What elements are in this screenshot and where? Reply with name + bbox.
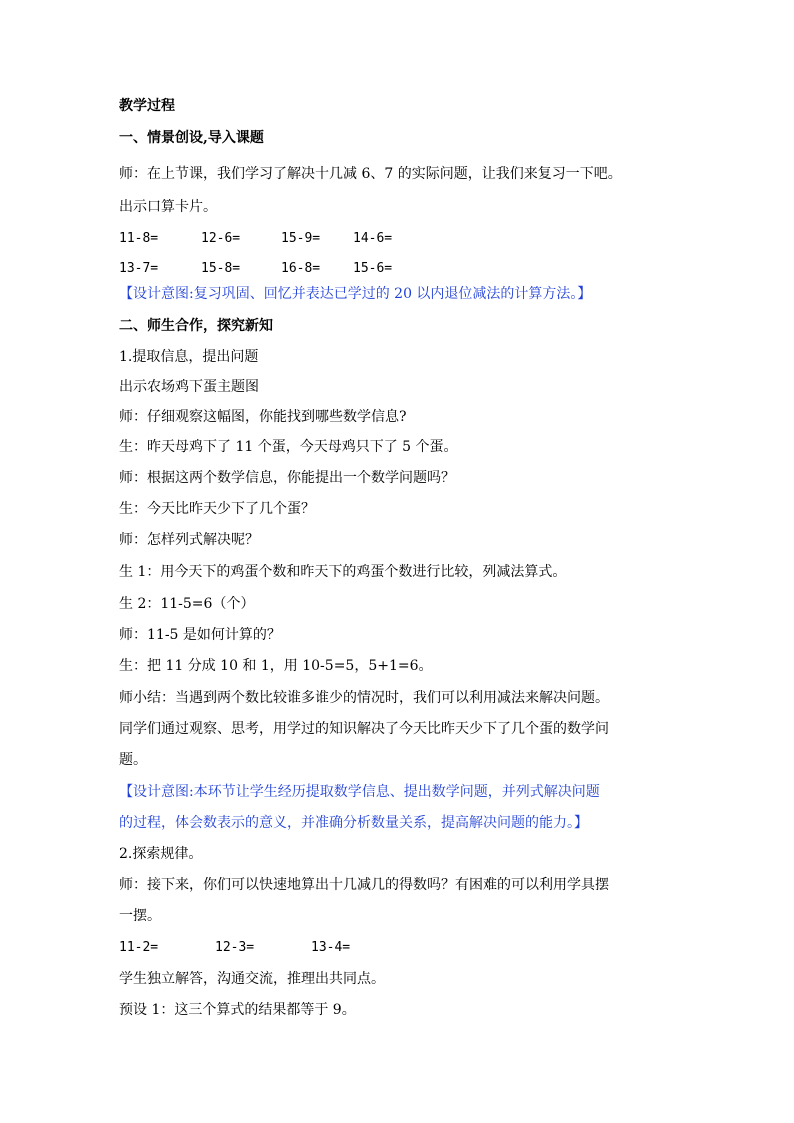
arith-card: 15-9= [281,231,321,246]
arith-card: 12-3= [215,940,255,955]
design-intent: 【设计意图:复习巩固、回忆并表达已学过的 20 以内退位减法的计算方法。】 [119,286,592,302]
paragraph: 出示农场鸡下蛋主题图 [119,379,259,395]
arith-card: 13-7= [119,261,159,276]
paragraph: 师：怎样列式解决呢？ [119,532,259,548]
arith-cards-row-1 [119,229,392,249]
arith-card: 11-8= [119,231,159,246]
paragraph: 生：昨天母鸡下了 11 个蛋，今天母鸡只下了 5 个蛋。 [119,439,458,455]
paragraph: 师：根据这两个数学信息，你能提出一个数学问题吗？ [119,470,455,486]
arith-card: 13-4= [311,940,351,955]
paragraph: 生：把 11 分成 10 和 1，用 10-5=5，5+1=6。 [119,658,433,674]
arith-cards-row-3 [119,938,350,958]
subheading: 1.提取信息，提出问题 [119,349,259,365]
paragraph: 生：今天比昨天少下了几个蛋？ [119,501,315,517]
paragraph: 题。 [119,752,147,768]
paragraph: 生 2：11-5=6（个） [119,596,255,612]
paragraph: 预设 1：这三个算式的结果都等于 9。 [119,1002,356,1018]
arith-card: 11-2= [119,940,159,955]
section-1-title: 一、情景创设,导入课题 [119,130,264,146]
arith-card: 14-6= [353,231,393,246]
paragraph: 学生独立解答，沟通交流，推理出共同点。 [119,971,385,987]
heading: 教学过程 [119,98,175,114]
arith-cards-row-2 [119,259,392,279]
arith-card: 12-6= [201,231,241,246]
arith-card: 15-8= [201,261,241,276]
arith-card: 15-6= [353,261,393,276]
paragraph: 出示口算卡片。 [119,199,217,215]
design-intent: 【设计意图:本环节让学生经历提取数学信息、提出数学问题，并列式解决问题 [119,784,600,800]
paragraph: 师：仔细观察这幅图，你能找到哪些数学信息? [119,409,407,425]
arith-card: 16-8= [281,261,321,276]
paragraph: 师：在上节课，我们学习了解决十几减 6、7 的实际问题，让我们来复习一下吧。 [119,166,622,182]
design-intent: 的过程，体会数表示的意义，并准确分析数量关系，提高解决问题的能力。】 [119,815,588,831]
paragraph: 师：11-5 是如何计算的？ [119,627,281,643]
paragraph: 同学们通过观察、思考，用学过的知识解决了今天比昨天少下了几个蛋的数学问 [119,721,609,737]
paragraph: 生 1：用今天下的鸡蛋个数和昨天下的鸡蛋个数进行比较，列减法算式。 [119,564,567,580]
paragraph: 师：接下来，你们可以快速地算出十几减几的得数吗？有困难的可以利用学具摆 [119,877,609,893]
paragraph: 师小结：当遇到两个数比较谁多谁少的情况时，我们可以利用减法来解决问题。 [119,690,609,706]
subheading: 2.探索规律。 [119,846,203,862]
section-2-title: 二、师生合作，探究新知 [119,318,273,334]
paragraph: 一摆。 [119,908,161,924]
